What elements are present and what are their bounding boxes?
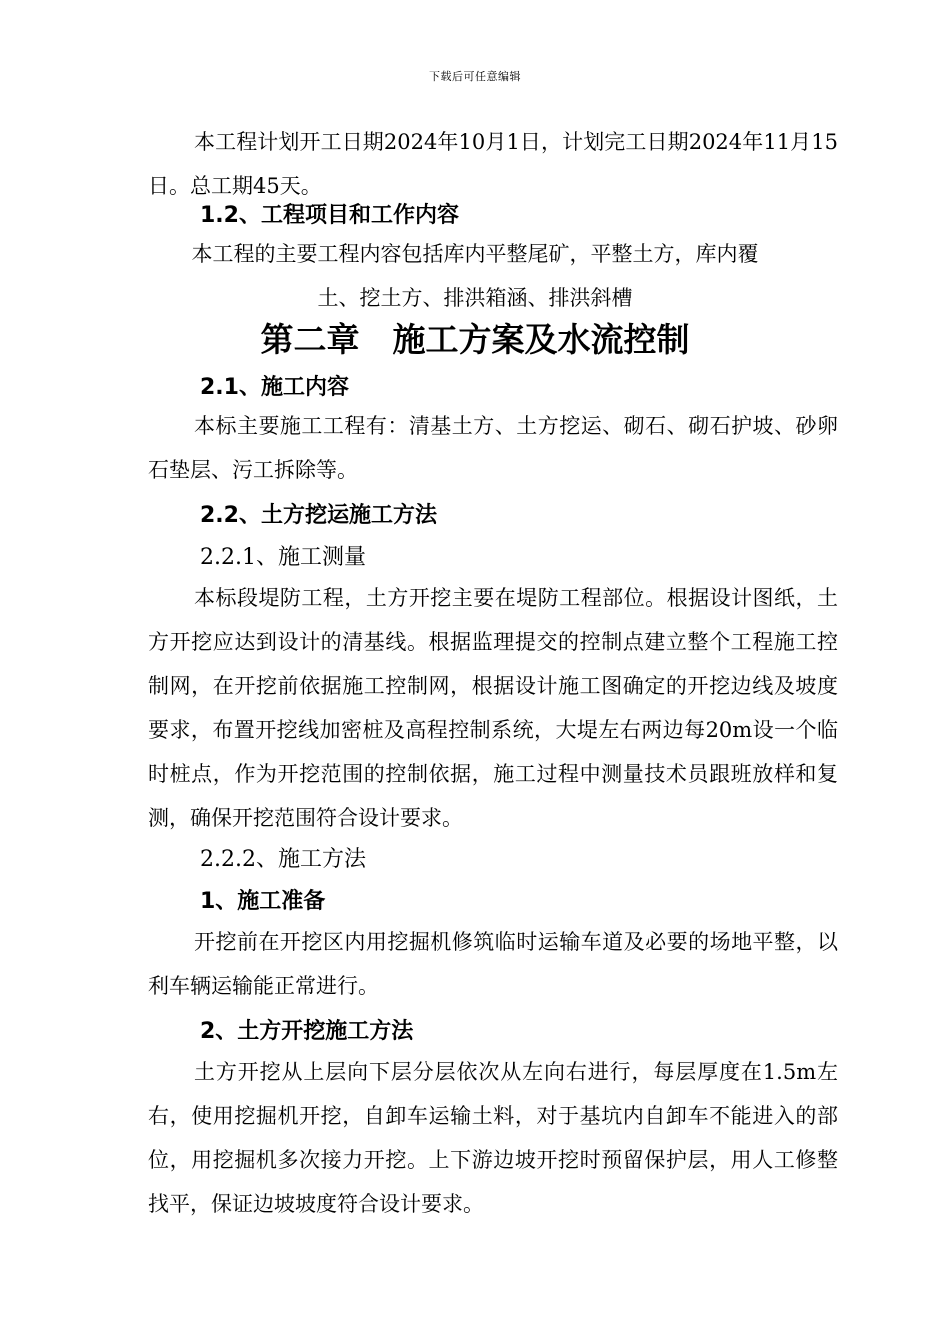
paragraph-excavation: 土方开挖从上层向下层分层依次从左向右进行，每层厚度在1.5m左右，使用挖掘机开挖，自卸车运输土料，对于基坑内自卸车不能进入的部位，用挖掘机多次接力开挖。上下游边坡开挖时预留保护层，用人工修整找平，保证边坡坡度符合设计要求。 [148,1060,838,1216]
schedule-paragraph: 本工程计划开工日期2024年10月1日，计划完工日期2024年11月15日。总工期45天。 [148,130,838,198]
content-line-1: 本工程的主要工程内容包括库内平整尾矿，平整土方，库内覆 [191,242,759,266]
paragraph-2-1: 本标主要施工工程有：清基土方、土方挖运、砌石、砌石护坡、砂卵石垫层、污工拆除等。 [148,414,838,482]
content-line-2: 土、挖土方、排洪箱涵、排洪斜槽 [317,286,633,310]
heading-1-2: 1.2、工程项目和工作内容 [200,203,459,228]
chapter-title: 第二章 施工方案及水流控制 [260,320,690,359]
heading-excavation: 2、土方开挖施工方法 [200,1019,414,1044]
page-header-note: 下载后可任意编辑 [429,70,521,83]
heading-2-2-1: 2.2.1、施工测量 [200,545,366,570]
paragraph-prep: 开挖前在开挖区内用挖掘机修筑临时运输车道及必要的场地平整，以利车辆运输能正常进行。 [148,930,838,998]
heading-2-1: 2.1、施工内容 [200,375,349,400]
paragraph-2-2-1: 本标段堤防工程，土方开挖主要在堤防工程部位。根据设计图纸，土方开挖应达到设计的清基线。根据监理提交的控制点建立整个工程施工控制网，在开挖前依据施工控制网，根据设计施工图确定的开挖边线及坡度要求，布置开挖线加密桩及高程控制系统，大堤左右两边每20m设一个临时桩点，作为开挖范围的控制依据，施工过程中测量技术员跟班放样和复测，确保开挖范围符合设计要求。 [148,586,838,830]
heading-2-2-2: 2.2.2、施工方法 [200,847,366,872]
heading-2-2: 2.2、土方挖运施工方法 [200,503,437,528]
heading-prep: 1、施工准备 [200,889,326,914]
